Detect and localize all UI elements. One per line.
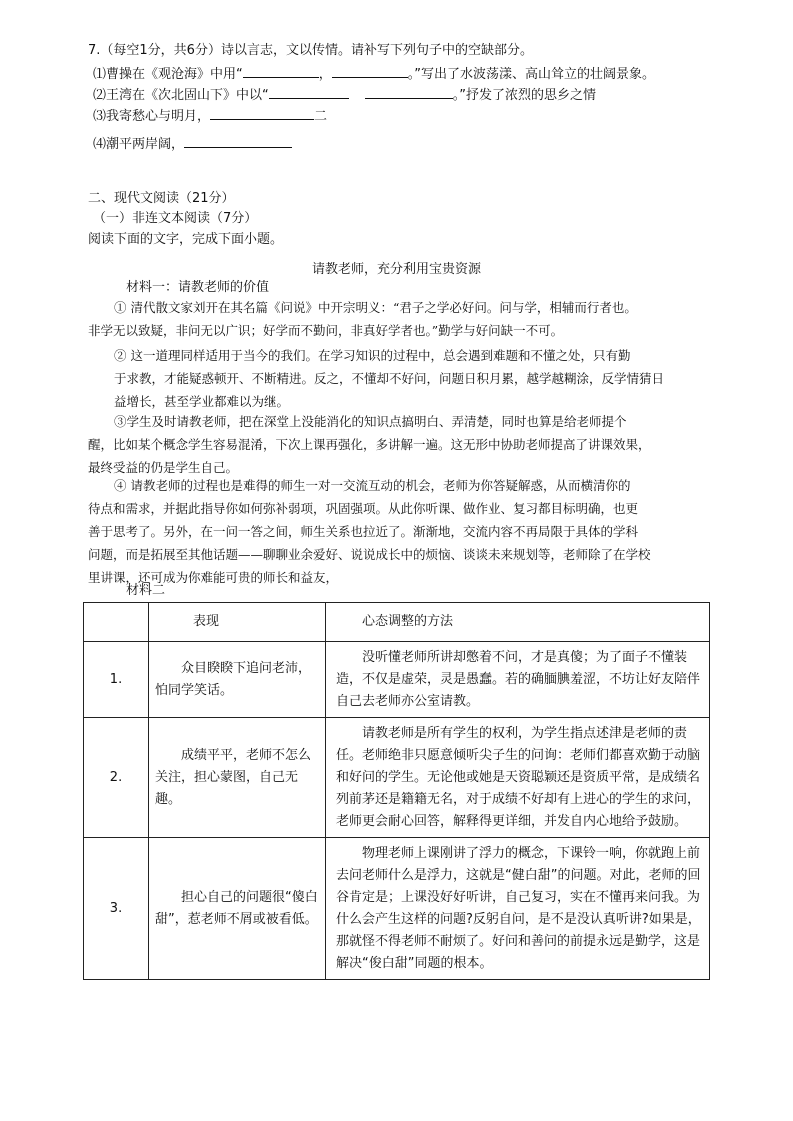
material-2-table <box>83 602 710 980</box>
section2-title: 二、现代文阅读（21分） <box>88 191 235 206</box>
q7-blank-2b[interactable] <box>365 85 453 99</box>
table-header-show: 表现 <box>149 603 326 642</box>
table-header-method: 心态调整的方法 <box>326 603 710 642</box>
row-number: 1. <box>84 642 149 718</box>
material-2-label: 材料二 <box>126 583 166 598</box>
q7-item-4: ⑷潮平两岸阔， <box>93 134 292 154</box>
row-method: 没听懂老师所讲却憋着不问，才是真傻；为了面子不懂装造，不仅是虚荣，灵是愚蠢。若的确腼腆羞涩，不坊让好友陪伴自己去老师亦公室请教。 <box>326 642 710 718</box>
table-header-num <box>84 603 149 642</box>
row-show: 成绩平平，老师不怎么关注，担心蒙图，自己无趣。 <box>149 718 326 838</box>
paragraph-4: ④ 请教老师的过程也是难得的师生一对一交流互动的机会，老师为你答疑解惑，从而横清你的 待点和需求，并据此指导你如何弥补弱项，巩固强项。从此你听课、做作业、复习都目标明确，也更 善于思考了。另外，在一问一答之间，师生关系也拉近了。渐渐地，交流内容不再局限于具体的学科 问题，而是拓展至其他话题——聊聊业余爱好、说说成长中的烦恼、谈谈未来规划等，老师除了在学校 里讲课，还可成为你难能可贵的师长和益友， <box>88 478 651 585</box>
paragraph-3: ③学生及时请教老师，把在深堂上没能消化的知识点搞明白、弄清楚，同时也算是给老师提个 醒，比如某个概念学生容易混淆，下次上课再强化，多讲解一遍。这无形中协助老师提高了讲课效果， 最终受益的仍是学生自己。 <box>88 414 651 475</box>
q7-blank-1b[interactable] <box>332 64 408 78</box>
article-title: 请教老师，充分利用宝贵资源 <box>311 262 481 277</box>
q7-blank-3[interactable] <box>210 106 314 120</box>
row-method: 请教老师是所有学生的权利，为学生指点述津是老师的责任。老师绝非只愿意倾听尖子生的问询：老师们都喜欢勤于动脑和好问的学生。无论他或她是天资聪颖还是资质平常，是成绩名列前茅还是籍籍无名，对于成绩不好却有上进心的学生的求问，老师更会耐心回答，解释得更详细，并发自内心地给予鼓励。 <box>326 718 710 838</box>
q7-header: 7.（每空1分，共6分）诗以言志，文以传情。请补写下列句子中的空缺部分。 <box>88 43 533 58</box>
row-number: 3. <box>84 838 149 980</box>
table-row <box>84 642 710 718</box>
row-show: 担心自己的问题很“傻白甜”，惹老师不屑或被看低。 <box>149 838 326 980</box>
paragraph-1: ① 清代散文家刘开在其名篇《问说》中开宗明义：“君子之学必好问。问与学，相辅而行者也。 非学无以致疑，非问无以广识；好学而不勤问，非真好学者也。”勤学与好问缺一不可。 <box>88 300 637 338</box>
table-row <box>84 838 710 980</box>
q7-blank-2a[interactable] <box>269 85 349 99</box>
paragraph-2: ② 这一道理同样适用于当今的我们。在学习知识的过程中，总会遇到难题和不懂之处，只有勤 于求教，才能疑惑顿开、不断精进。反之，不懂却不好问，问题日积月累，越学越糊涂，反学情猜日 益增长，甚至学业都难以为继。 <box>114 348 665 409</box>
row-method: 物理老师上课刚讲了浮力的概念，下课铃一响，你就跑上前去问老师什么是浮力，这就是“健白甜”的问题。对此，老师的回谷肯定是；上课没好好听讲，自己复习，实在不懂再来问我。为什么会产生这样的问题?反躬自问，是不是没认真听讲?如果是，那就怪不得老师不耐烦了。好问和善问的前提永远是勤学，这是解决“俊白甜”同题的根本。 <box>326 838 710 980</box>
q7-blank-4[interactable] <box>184 134 292 148</box>
q7-item-3: ⑶我寄愁心与明月， 二 <box>93 106 327 126</box>
table-row <box>84 718 710 838</box>
q7-blank-1a[interactable] <box>243 64 319 78</box>
section2-instruction: 阅读下面的文字，完成下面小题。 <box>88 232 284 247</box>
q7-item-1: ⑴曹操在《观沧海》中用“ ， 。”写出了水波荡漾、高山耸立的壮阔景象。 <box>93 64 655 84</box>
material-1-label: 材料一：请教老师的价值 <box>126 280 270 295</box>
section2-subtitle: （一）非连文本阅读（7分） <box>93 211 258 226</box>
row-show: 众目睽睽下追问老沛，怕同学笑话。 <box>149 642 326 718</box>
table-header-row <box>84 603 710 642</box>
row-number: 2. <box>84 718 149 838</box>
q7-item-2: ⑵王湾在《次北固山下》中以“ 。”抒发了浓烈的思乡之情 <box>93 85 596 105</box>
